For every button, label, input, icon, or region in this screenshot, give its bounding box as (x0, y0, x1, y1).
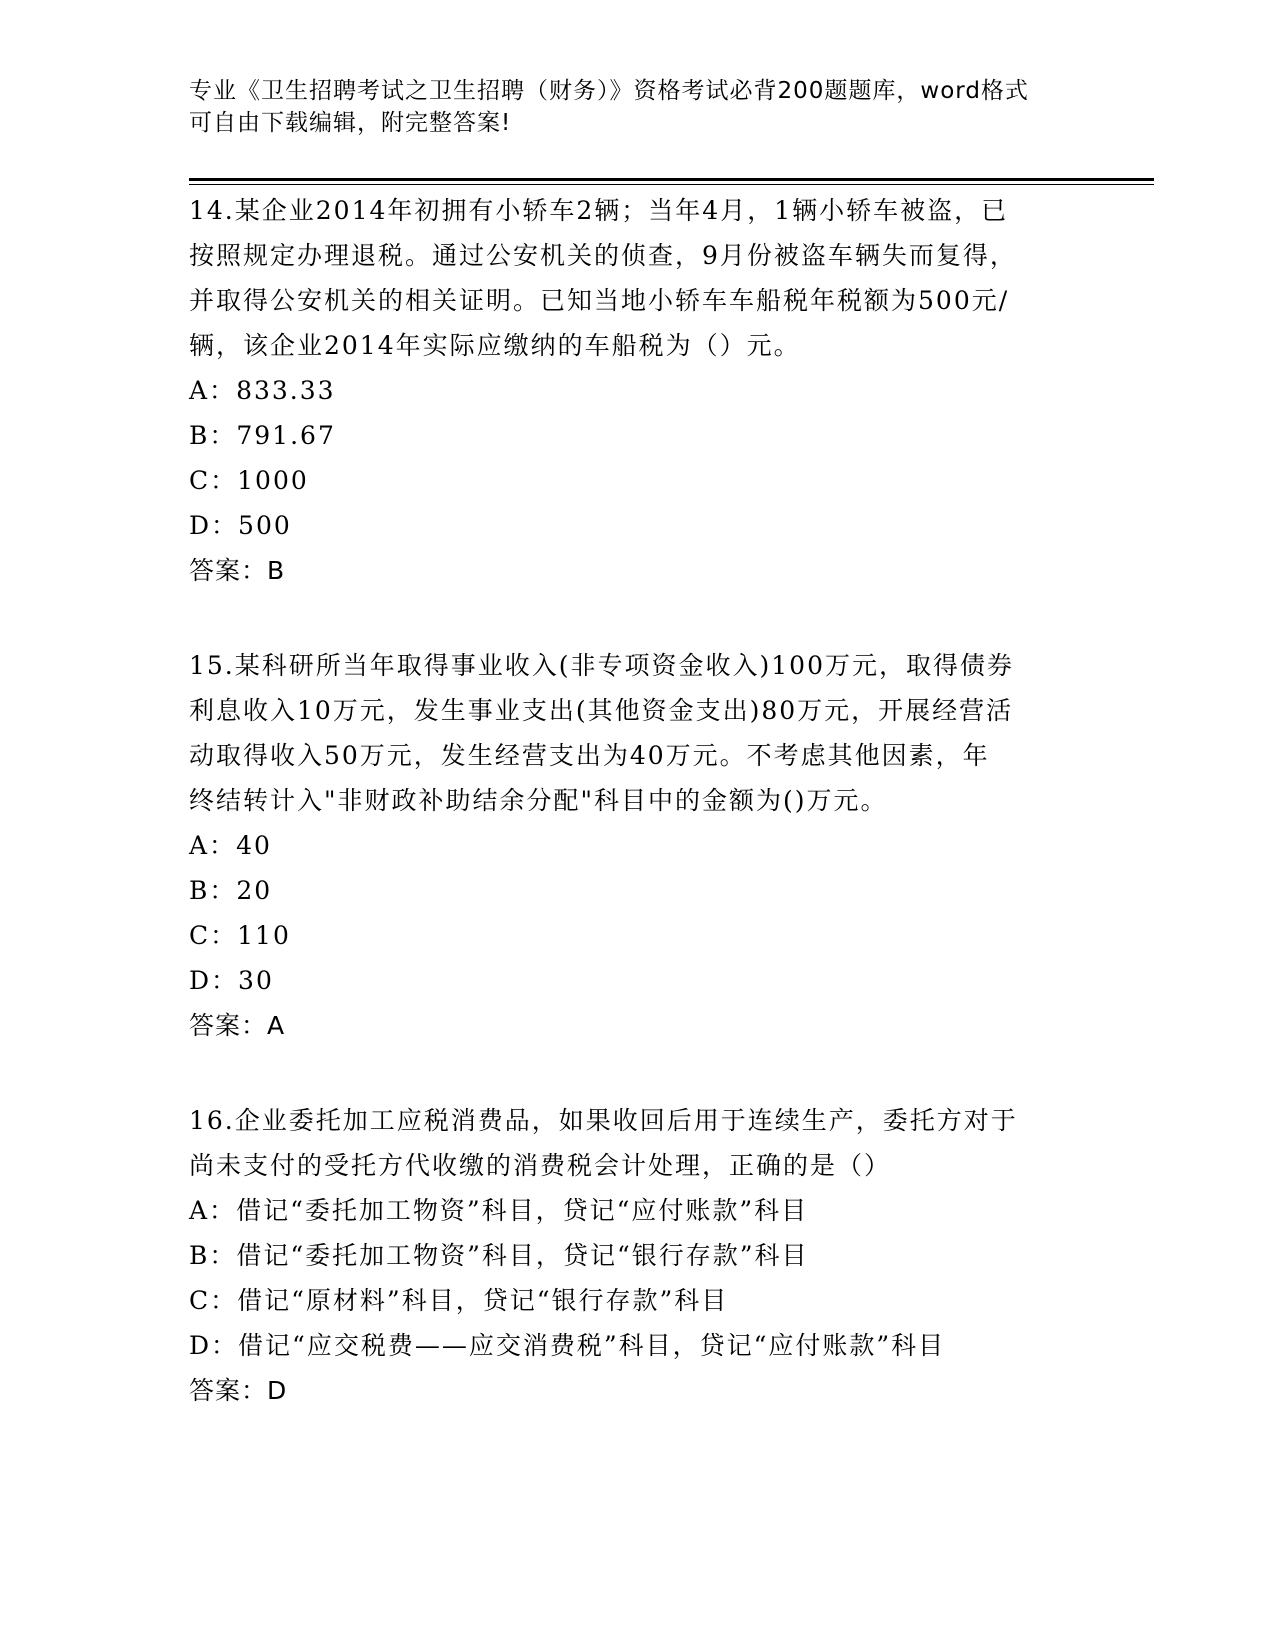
option-a (189, 368, 1119, 413)
option-key: D： (189, 966, 239, 995)
question-15 (189, 643, 1119, 1048)
question-16 (189, 1098, 1119, 1413)
option-key: B： (189, 876, 237, 905)
option-text: 借记“原材料”科目，贷记“银行存款”科目 (237, 1286, 729, 1315)
question-text-line: 并取得公安机关的相关证明。已知当地小轿车车船税年税额为500元/ (189, 286, 1010, 315)
header-divider-thin (189, 184, 1154, 185)
option-key: C： (189, 466, 238, 495)
option-text: 500 (238, 511, 292, 540)
option-key: D： (189, 1331, 239, 1360)
option-a (189, 1188, 1119, 1233)
question-text-line: 尚未支付的受托方代收缴的消费税会计处理，正确的是（） (189, 1151, 892, 1180)
option-d (189, 1323, 1119, 1368)
option-c (189, 458, 1119, 503)
option-d (189, 503, 1119, 548)
option-key: C： (189, 921, 238, 950)
header-title-line-1: 专业《卫生招聘考试之卫生招聘（财务）》资格考试必背200题题库，word格式 (189, 78, 1029, 104)
option-text: 借记“应交税费——应交消费税”科目，贷记“应付账款”科目 (238, 1331, 946, 1360)
option-c (189, 913, 1119, 958)
question-text-line: 14.某企业2014年初拥有小轿车2辆；当年4月，1辆小轿车被盗，已 (189, 196, 1009, 225)
option-text: 40 (236, 831, 272, 860)
question-text-line: 辆，该企业2014年实际应缴纳的车船税为（）元。 (189, 331, 801, 360)
option-text: 借记“委托加工物资”科目，贷记“银行存款”科目 (236, 1241, 809, 1270)
option-key: B： (189, 421, 237, 450)
option-text: 110 (237, 921, 291, 950)
option-b (189, 413, 1119, 458)
question-text-line: 按照规定办理退税。通过公安机关的侦查，9月份被盗车辆失而复得， (189, 241, 1017, 270)
answer-label: 答案：B (189, 556, 286, 585)
option-text: 20 (236, 876, 273, 905)
option-key: A： (189, 376, 237, 405)
option-text: 30 (238, 966, 274, 995)
option-b (189, 868, 1119, 913)
option-key: D： (189, 511, 239, 540)
question-text-line: 动取得收入50万元，发生经营支出为40万元。不考虑其他因素，年 (189, 741, 990, 770)
option-c (189, 1278, 1119, 1323)
document-header (189, 75, 1089, 139)
question-text-line: 利息收入10万元，发生事业支出(其他资金支出)80万元，开展经营活 (189, 696, 1014, 725)
header-title-line-2: 可自由下载编辑，附完整答案! (189, 110, 512, 136)
option-key: C： (189, 1286, 238, 1315)
option-text: 借记“委托加工物资”科目，贷记“应付账款”科目 (236, 1196, 809, 1225)
question-text-line: 16.企业委托加工应税消费品，如果收回后用于连续生产，委托方对于 (189, 1106, 1018, 1135)
answer-label: 答案：D (189, 1376, 288, 1405)
option-key: A： (189, 1196, 237, 1225)
option-d (189, 958, 1119, 1003)
option-a (189, 823, 1119, 868)
option-text: 833.33 (236, 376, 336, 405)
answer-label: 答案：A (189, 1011, 286, 1040)
question-text-line: 15.某科研所当年取得事业收入(非专项资金收入)100万元，取得债券 (189, 651, 1014, 680)
header-divider-thick (189, 178, 1154, 181)
question-14 (189, 188, 1119, 593)
option-b (189, 1233, 1119, 1278)
question-text-line: 终结转计入"非财政补助结余分配"科目中的金额为()万元。 (189, 786, 888, 815)
option-key: B： (189, 1241, 237, 1270)
option-key: A： (189, 831, 237, 860)
option-text: 1000 (237, 466, 309, 495)
option-text: 791.67 (236, 421, 336, 450)
